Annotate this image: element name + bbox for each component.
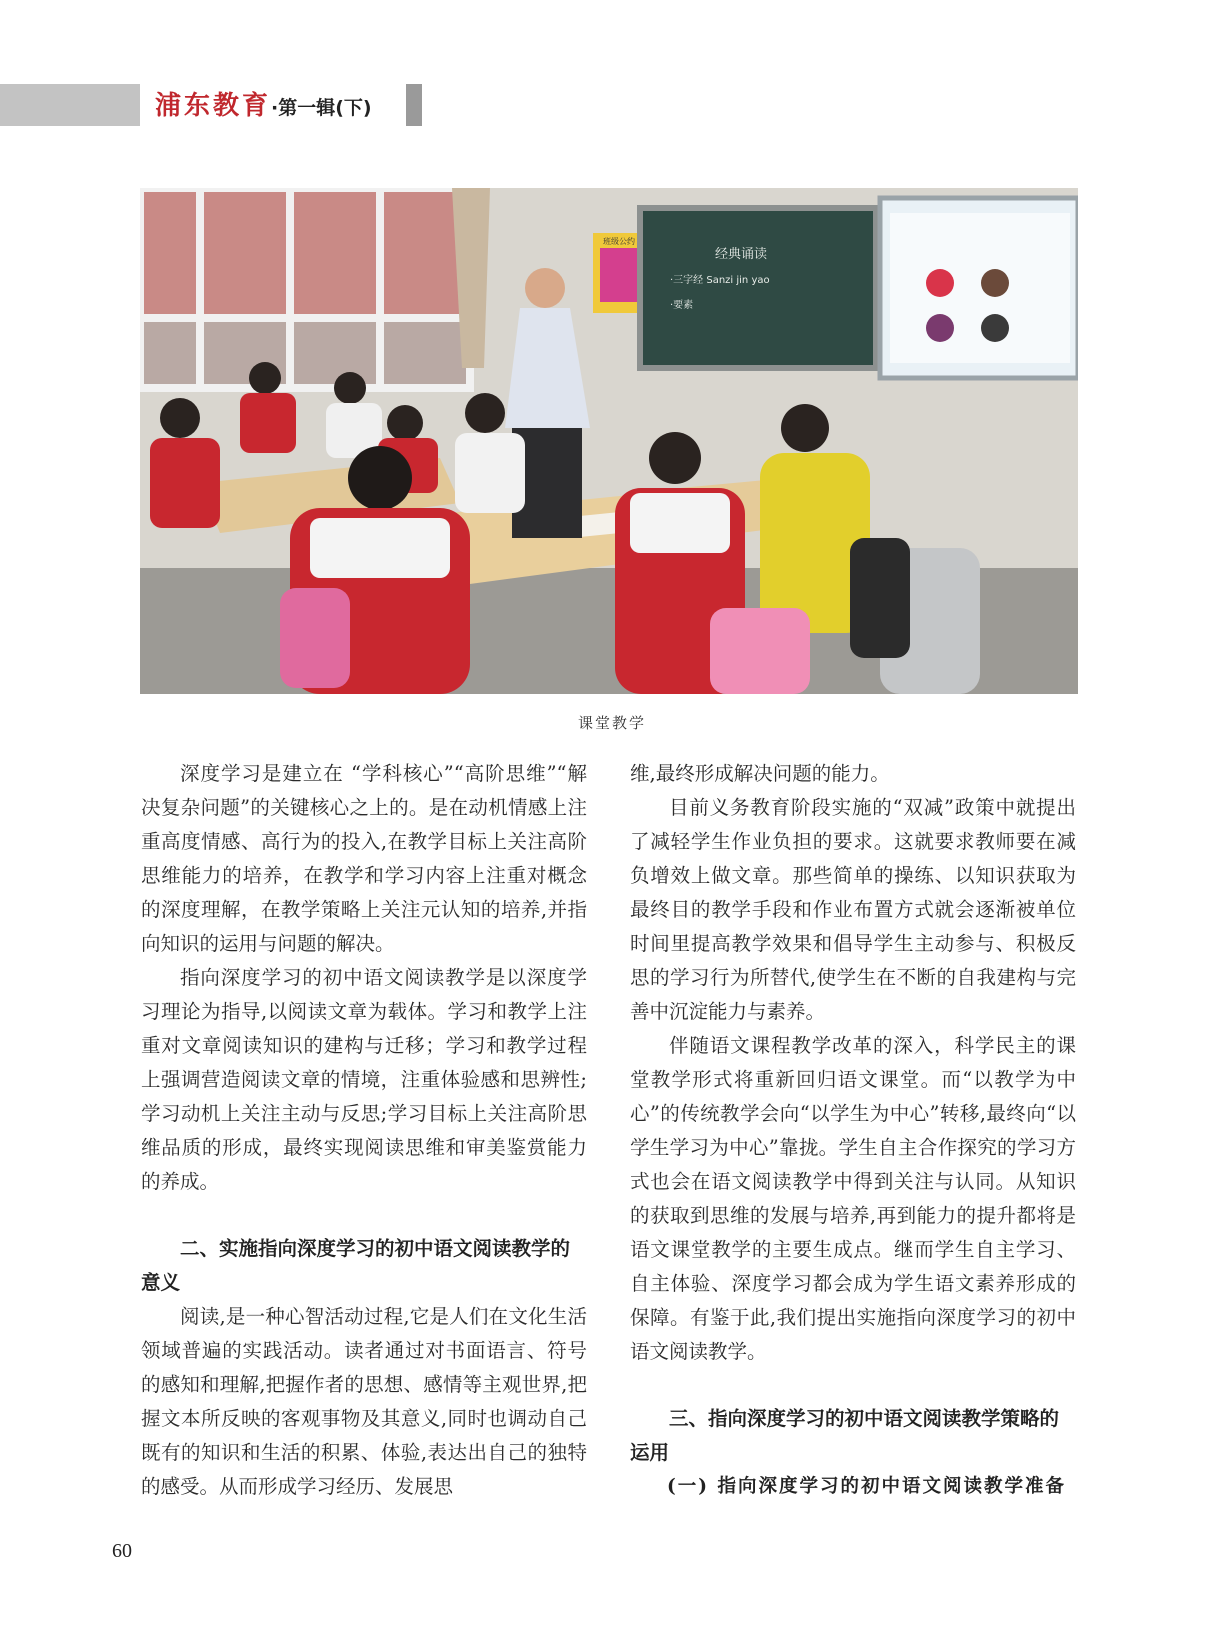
section-spacer xyxy=(141,1199,587,1232)
header-gray-band xyxy=(0,84,140,126)
paragraph-deep-learning-definition: 深度学习是建立在 “学科核心”“高阶思维”“解决复杂问题”的关键核心之上的。是在动机情感上注重高度情感、高行为的投入,在教学目标上关注高阶思维能力的培养，在教学和学习内容上注重对概念的深度理解，在教学策略上关注元认知的培养,并指向知识的运用与问题的解决。 xyxy=(141,762,587,955)
journal-issue: ·第一辑(下) xyxy=(271,97,372,119)
paragraph-continuation: 维,最终形成解决问题的能力。 xyxy=(630,762,890,785)
classroom-illustration xyxy=(140,188,1078,694)
paragraph-double-reduction: 目前义务教育阶段实施的“双减”政策中就提出了减轻学生作业负担的要求。这就要求教师要在减负增效上做文章。那些简单的操练、以知识获取为最终目的教学手段和作业布置方式就会逐渐被单位时间里提高教学效果和倡导学生主动参与、积极反思的学习行为所替代,使学生在不断的自我建构与完善中沉淀能力与素养。 xyxy=(630,796,1076,1023)
header-end-bar xyxy=(406,84,422,126)
page-number: 60 xyxy=(112,1540,132,1562)
journal-header xyxy=(155,88,372,124)
poster-title: 班级公约 xyxy=(603,237,635,246)
paragraph-curriculum-reform: 伴随语文课程教学改革的深入，科学民主的课堂教学形式将重新回归语文课堂。而“以教学为中心”的传统教学会向“以学生为中心”转移,最终向“以学生学习为中心”靠拢。学生自主合作探究的学习方式也会在语文阅读教学中得到关注与认同。从知识的获取到思维的发展与培养,再到能力的提升都将是语文课堂教学的主要生成点。继而学生自主学习、自主体验、深度学习都会成为学生语文素养形成的保障。有鉴于此,我们提出实施指向深度学习的初中语文阅读教学。 xyxy=(630,1034,1076,1363)
board-line-2: ·三字经 Sanzi jin yao xyxy=(670,275,770,286)
classroom-photo xyxy=(140,188,1078,694)
board-line-3: ·要素 xyxy=(670,300,694,311)
left-text-column xyxy=(141,757,587,1504)
section-heading-3: 三、指向深度学习的初中语文阅读教学策略的运用 xyxy=(630,1407,1060,1464)
journal-brand: 浦东教育 xyxy=(155,91,272,121)
right-text-column xyxy=(630,757,1076,1504)
paragraph-reading-teaching: 指向深度学习的初中语文阅读教学是以深度学习理论为指导,以阅读文章为载体。学习和教学上注重对文章阅读知识的建构与迁移；学习和教学过程上强调营造阅读文章的情境，注重体验感和思辨性;学习动机上关注主动与反思;学习目标上关注高阶思维品质的形成，最终实现阅读思维和审美鉴赏能力的养成。 xyxy=(141,966,587,1193)
section-spacer xyxy=(630,1369,1076,1402)
board-line-1: 经典诵读 xyxy=(715,247,768,262)
paragraph-reading-activity: 阅读,是一种心智活动过程,它是人们在文化生活领域普遍的实践活动。读者通过对书面语言、符号的感知和理解,把握作者的思想、感情等主观世界,把握文本所反映的客观事物及其意义,同时也调动自己既有的知识和生活的积累、体验,表达出自己的独特的感受。从而形成学习经历、发展思 xyxy=(141,1305,587,1498)
section-heading-2: 二、实施指向深度学习的初中语文阅读教学的意义 xyxy=(141,1237,571,1294)
subsection-heading-1: (一) 指向深度学习的初中语文阅读教学准备 xyxy=(667,1476,1066,1497)
photo-caption: 课堂教学 xyxy=(577,714,646,732)
